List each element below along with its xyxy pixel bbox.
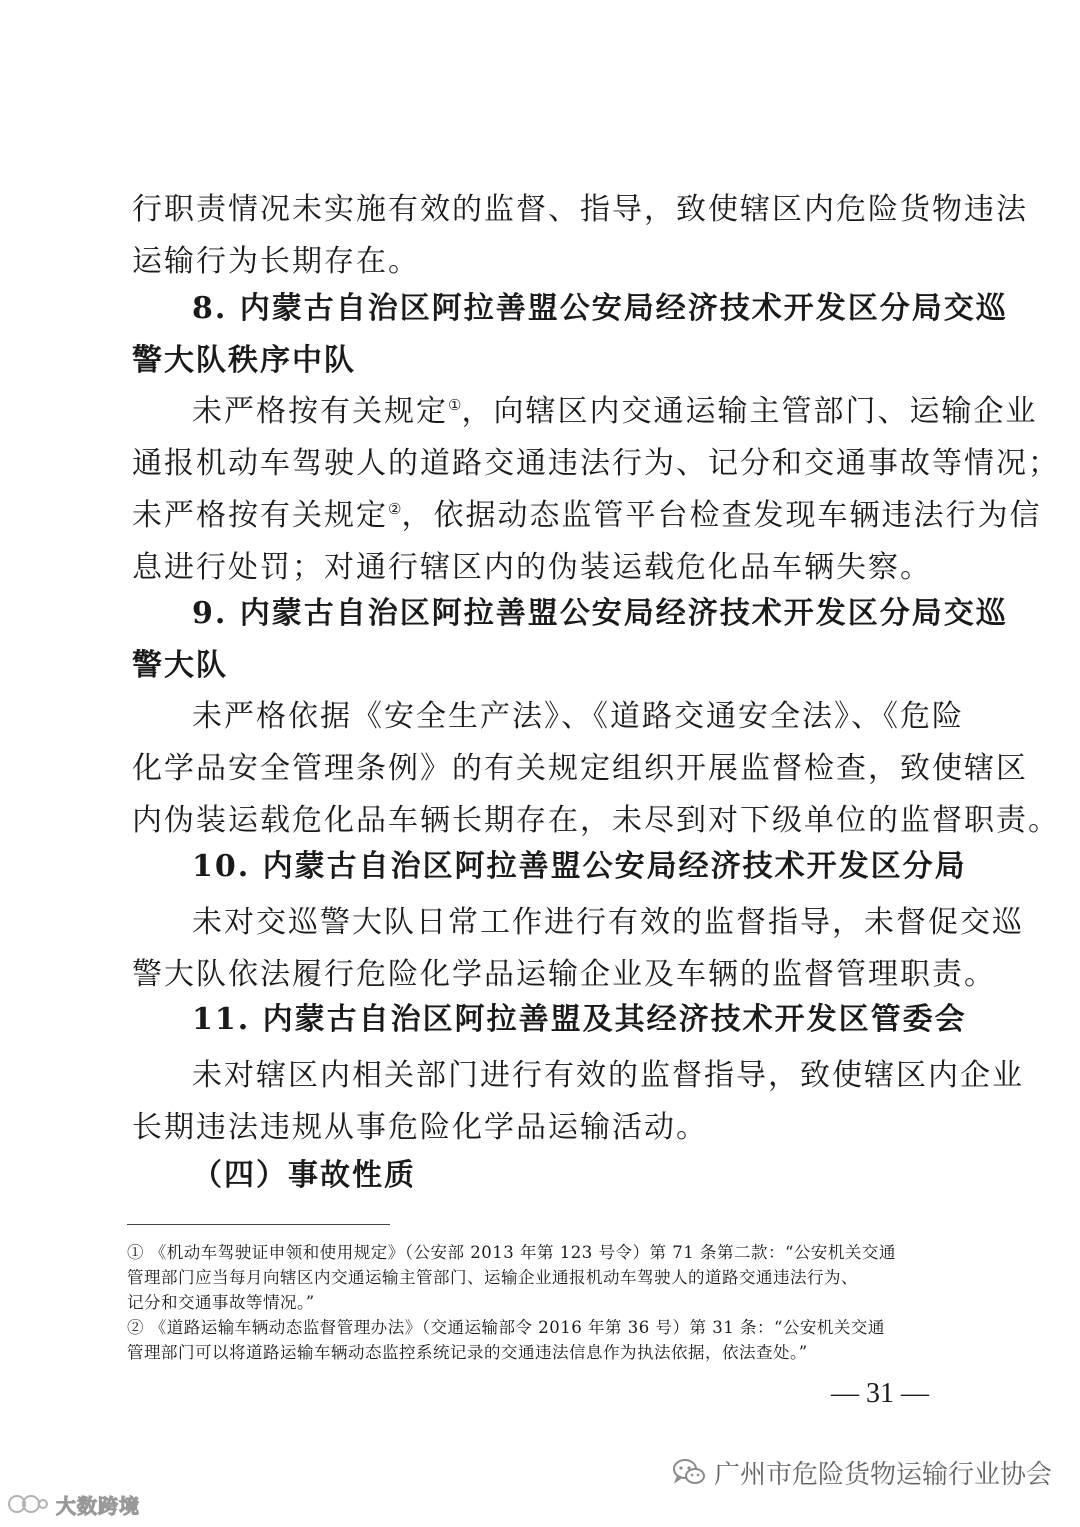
footnote-separator <box>127 1224 390 1225</box>
body-line: 未对交巡警大队日常工作进行有效的监督指导，未督促交巡 <box>192 905 1024 940</box>
body-text: ，依据动态监管平台检查发现车辆违法行为信 <box>401 498 1042 533</box>
item-heading-10: 10. 内蒙古自治区阿拉善盟公安局经济技术开发区分局 <box>192 849 967 884</box>
wechat-account-watermark <box>672 1452 1052 1492</box>
watermark-text: 广州市危险货物运输行业协会 <box>713 1459 1052 1490</box>
item-heading-9: 9. 内蒙古自治区阿拉善盟公安局经济技术开发区分局交巡 <box>192 596 1008 631</box>
footnote-2-line: ② 《道路运输车辆动态监督管理办法》（交通运输部令 2016 年第 36 号）第 31 条：“公安机关交通 <box>127 1318 885 1337</box>
body-text: ，向辖区内交通运输主管部门、运输企业 <box>461 394 1038 429</box>
body-line: 警大队依法履行危险化学品运输企业及车辆的监督管理职责。 <box>132 957 996 992</box>
brand-watermark <box>6 1488 140 1520</box>
footnote-ref-1[interactable]: ① <box>448 396 462 414</box>
body-line: 化学品安全管理条例》的有关规定组织开展监督检查，致使辖区 <box>132 751 1028 786</box>
body-line <box>192 392 1038 432</box>
body-line: 运输行为长期存在。 <box>132 244 420 279</box>
body-line: 未严格依据《安全生产法》、《道路交通安全法》、《危险 <box>192 699 964 734</box>
watermark-text: 大数跨境 <box>56 1493 140 1518</box>
footnote-2-line: 管理部门可以将道路运输车辆动态监控系统记录的交通违法信息作为执法依据，依法查处。” <box>127 1343 808 1362</box>
body-line: 内伪装运载危化品车辆长期存在，未尽到对下级单位的监督职责。 <box>132 803 1060 838</box>
brand-logo-icon <box>6 1493 50 1515</box>
body-text: 未严格按有关规定 <box>192 394 448 429</box>
body-line: 未对辖区内相关部门进行有效的监督指导，致使辖区内企业 <box>192 1058 1024 1093</box>
section-heading: （四）事故性质 <box>192 1158 416 1193</box>
body-line: 行职责情况未实施有效的监督、指导，致使辖区内危险货物违法 <box>132 192 1028 227</box>
item-heading-8: 8. 内蒙古自治区阿拉善盟公安局经济技术开发区分局交巡 <box>192 291 1008 326</box>
page-number: — 31 — <box>831 1378 929 1409</box>
body-line: 长期违法违规从事危险化学品运输活动。 <box>132 1110 708 1145</box>
footnote-1-line: 管理部门应当每月向辖区内交通运输主管部门、运输企业通报机动车驾驶人的道路交通违法行为、 <box>127 1268 858 1287</box>
item-heading-9-cont: 警大队 <box>132 648 228 683</box>
footnote-1-line: 记分和交通事故等情况。” <box>127 1293 315 1312</box>
item-heading-11: 11. 内蒙古自治区阿拉善盟及其经济技术开发区管委会 <box>192 1002 967 1037</box>
footnote-1-line: ① 《机动车驾驶证申领和使用规定》（公安部 2013 年第 123 号令）第 71 条第二款：“公安机关交通 <box>127 1243 896 1262</box>
wechat-icon <box>672 1458 706 1486</box>
body-line: 通报机动车驾驶人的道路交通违法行为、记分和交通事故等情况； <box>132 446 1060 481</box>
item-heading-8-cont: 警大队秩序中队 <box>132 343 356 378</box>
body-line: 息进行处罚；对通行辖区内的伪装运载危化品车辆失察。 <box>132 550 932 585</box>
body-line <box>132 496 1042 536</box>
body-text: 未严格按有关规定 <box>132 498 388 533</box>
footnote-ref-2[interactable]: ② <box>388 500 402 518</box>
